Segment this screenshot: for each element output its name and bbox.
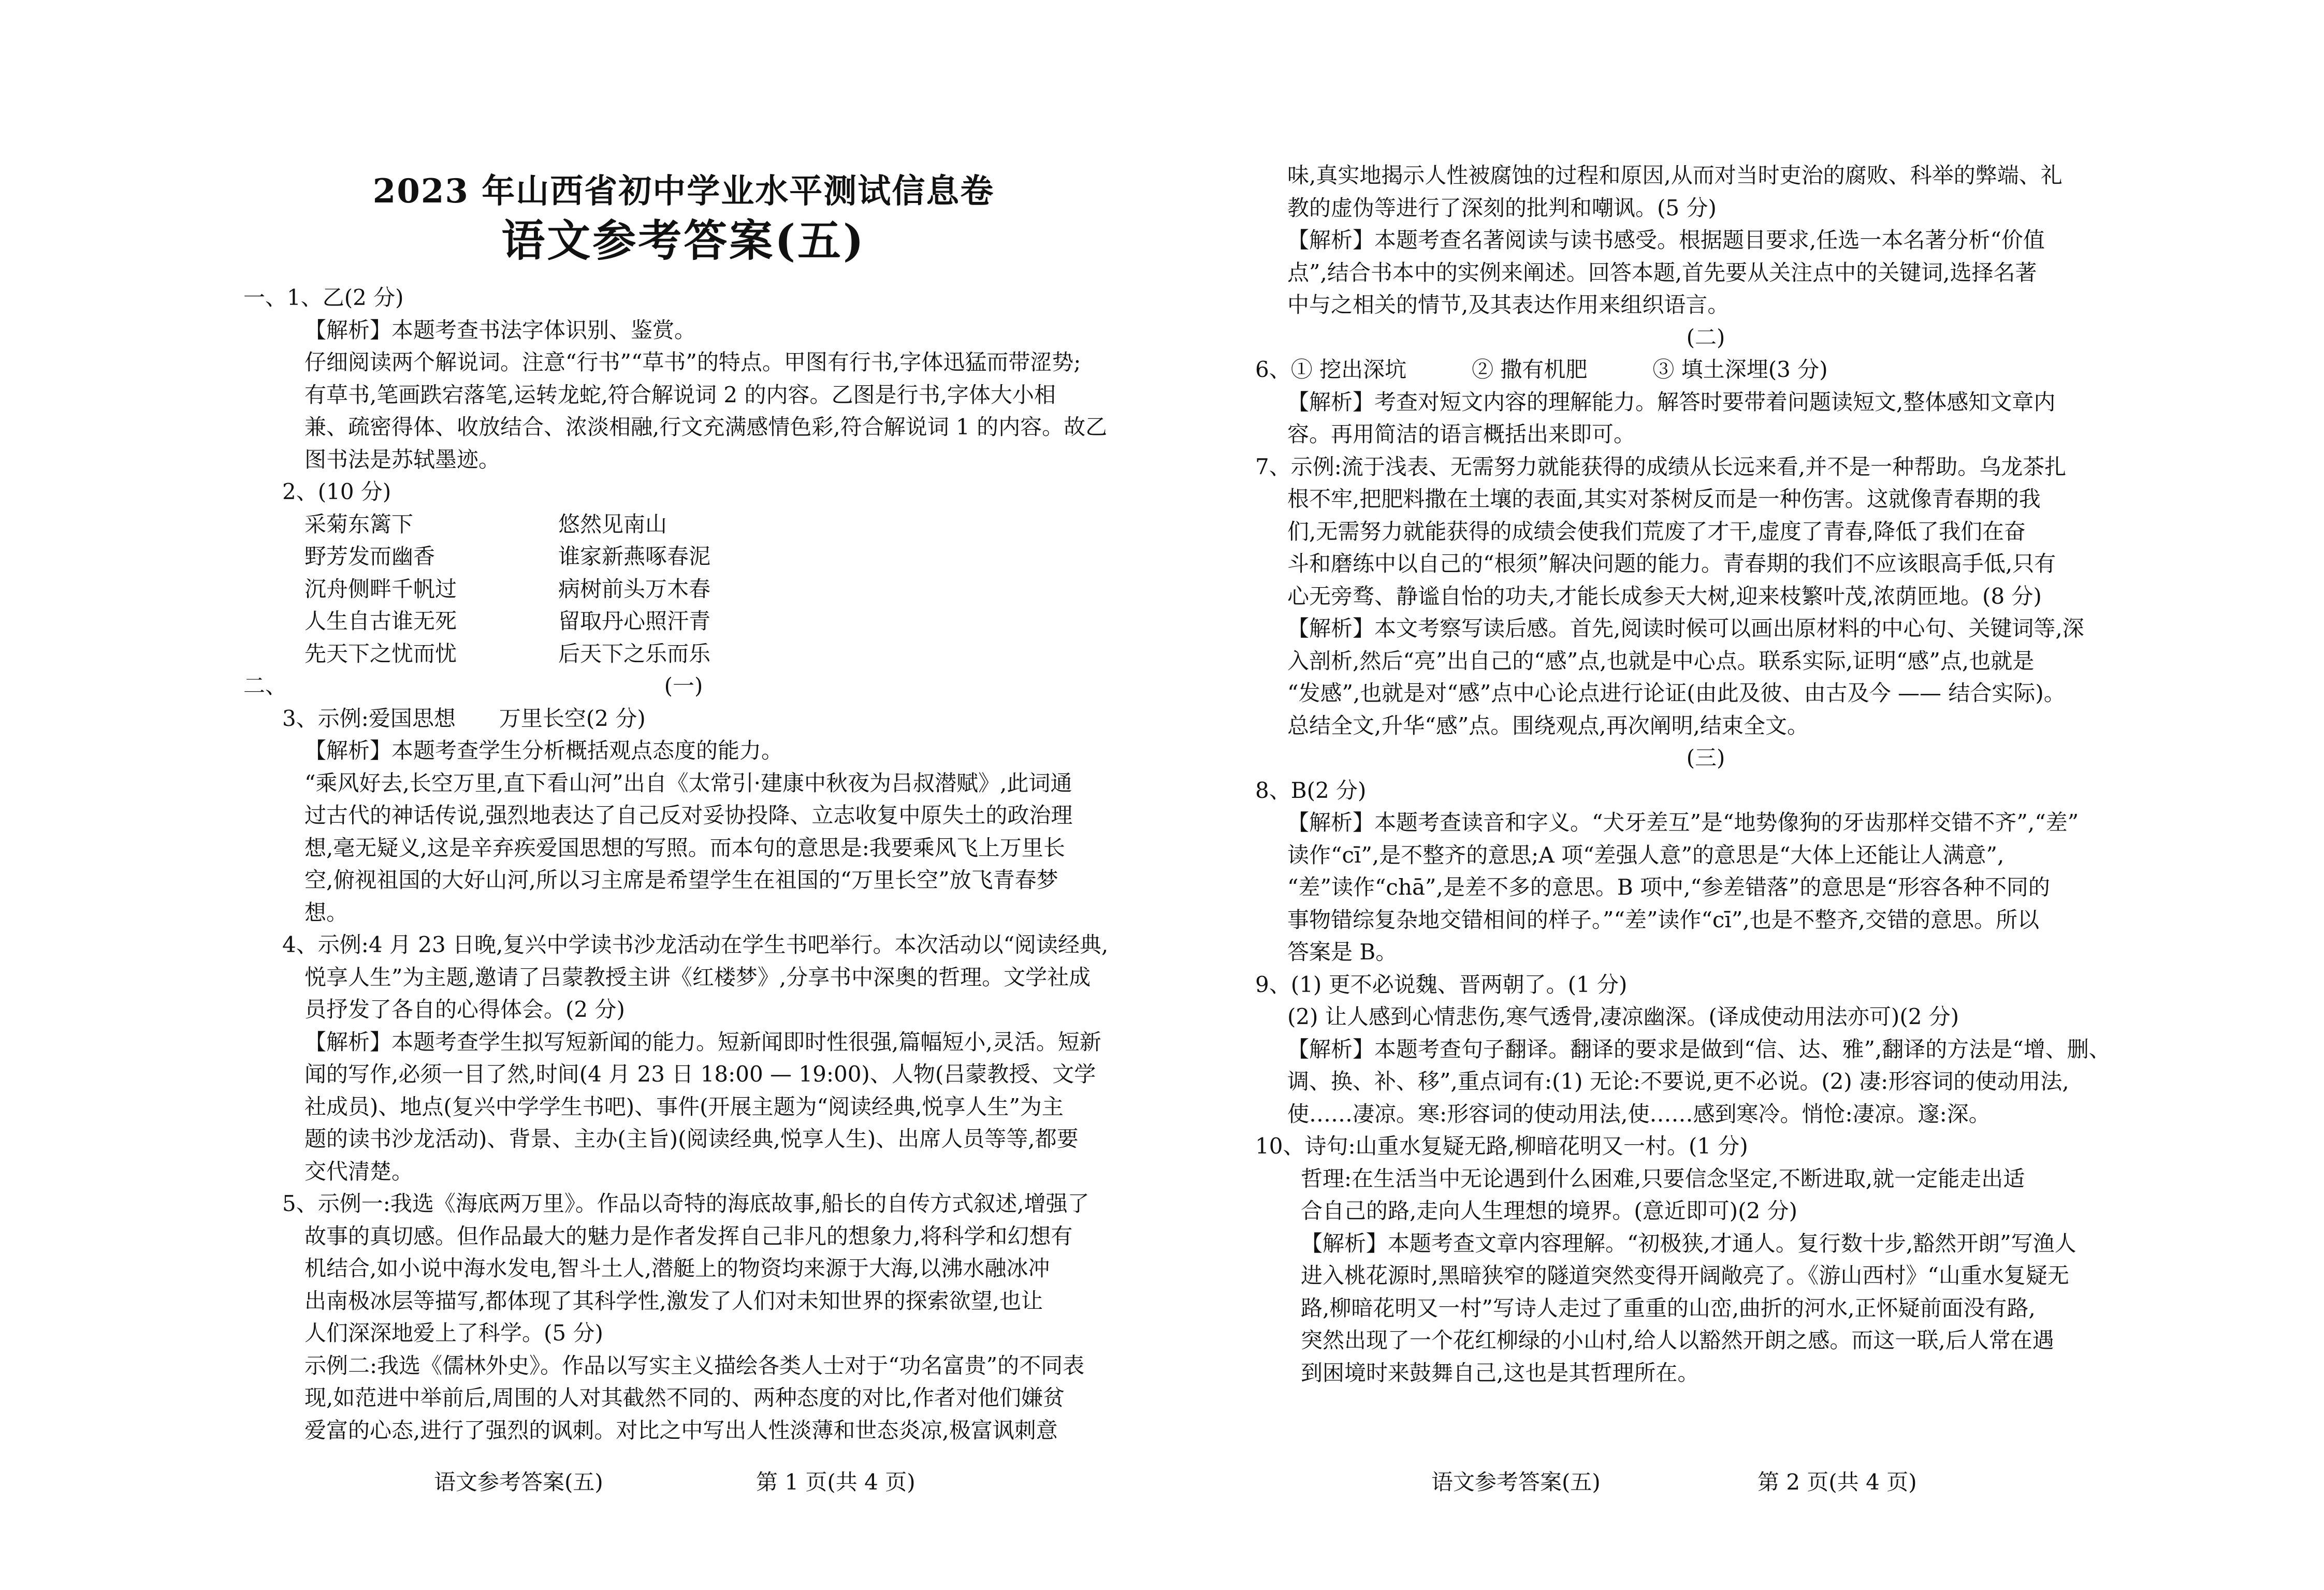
answer-line: 图书法是苏轼墨迹。 [304, 446, 501, 472]
poem-line: 沉舟侧畔千帆过 [304, 576, 457, 602]
subsection-label: (二) [1686, 324, 1725, 350]
poem-line: 先天下之忧而忧 [304, 640, 457, 666]
answer-line: 总结全文,升华“感”点。围绕观点,再次阐明,结束全文。 [1287, 712, 1809, 738]
answer-line: 到困境时来鼓舞自己,这也是其哲理所在。 [1301, 1360, 1700, 1385]
poem-answer-row [243, 541, 1124, 573]
answer-line: 有草书,笔画跌宕落笔,运转龙蛇,符合解说词 2 的内容。乙图是行书,字体大小相 [304, 382, 1056, 407]
answer-line: 使……凄凉。寒:形容词的使动用法,使……感到寒冷。悄怆:凄凉。邃:深。 [1287, 1101, 1991, 1127]
answer-line: 现,如范进中举前后,周围的人对其截然不同的、两种态度的对比,作者对他们嫌贫 [304, 1385, 1065, 1410]
page-2-footer-doc: 语文参考答案(五) [1431, 1469, 1601, 1495]
answer-line: 空,俯视祖国的大好山河,所以习主席是希望学生在祖国的“万里长空”放飞青春梦 [304, 867, 1058, 893]
poem-line: 采菊东篱下 [304, 511, 414, 537]
section-2-heading: 二、 (一) [243, 670, 1124, 703]
answer-line: 4、示例:4 月 23 日晚,复兴中学读书沙龙活动在学生书吧举行。本次活动以“阅读经典, [282, 932, 1109, 957]
page-2-content [1255, 159, 2156, 1389]
answer-line: 【解析】本题考查读音和字义。“犬牙差互”是“地势像狗的牙齿那样交错不齐”,“差” [1287, 810, 2079, 835]
poem-answer-row [243, 508, 1124, 541]
answer-line: 8、B(2 分) [1255, 777, 1367, 803]
answer-line: 中与之相关的情节,及其表达作用来组织语言。 [1287, 292, 1730, 317]
answer-line: 心无旁骛、静谧自怡的功夫,才能长成参天大树,迎来枝繁叶茂,浓荫匝地。(8 分) [1287, 583, 2042, 609]
answer-line: 6、① 挖出深坑 ② 撒有机肥 ③ 填土深埋(3 分) [1255, 357, 1828, 382]
answer-line: 7、示例:流于浅表、无需努力就能获得的成绩从长远来看,并不是一种帮助。乌龙茶扎 [1255, 454, 2067, 479]
poem-answer-row [243, 638, 1124, 670]
answer-line: 闻的写作,必须一目了然,时间(4 月 23 日 18:00 — 19:00)、人物(吕蒙教授、文学 [304, 1061, 1096, 1087]
answer-line: 【解析】本题考查名著阅读与读书感受。根据题目要求,任选一本名著分析“价值 [1287, 227, 2045, 253]
answer-line: 10、诗句:山重水复疑无路,柳暗花明又一村。(1 分) [1255, 1133, 1748, 1159]
answer-line: 社成员)、地点(复兴中学学生书吧)、事件(开展主题为“阅读经典,悦享人生”为主 [304, 1093, 1064, 1119]
answer-line: 点”,结合书本中的实例来阐述。回答本题,首先要从关注点中的关键词,选择名著 [1287, 259, 2037, 285]
answer-line: 答案是 B。 [1287, 939, 1398, 965]
answer-line: 【解析】本文考察写读后感。首先,阅读时候可以画出原材料的中心句、关键词等,深 [1287, 616, 2084, 641]
poem-answer-row [243, 605, 1124, 638]
answer-line: “差”读作“chā”,是差不多的意思。B 项中,“参差错落”的意思是“形容各种不同的 [1287, 874, 2050, 900]
page-1-footer-number: 第 1 页(共 4 页) [756, 1469, 916, 1495]
page-1-content [243, 282, 1124, 1447]
answer-line: 悦享人生”为主题,邀请了吕蒙教授主讲《红楼梦》,分享书中深奥的哲理。文学社成 [304, 964, 1091, 990]
answer-line: 【解析】本题考查文章内容理解。“初极狭,才通人。复行数十步,豁然开朗”写渔人 [1301, 1230, 2076, 1256]
answer-line: 容。再用简洁的语言概括出来即可。 [1287, 421, 1636, 447]
poem-line: 野芳发而幽香 [304, 544, 435, 569]
answer-line: 过古代的神话传说,强烈地表达了自己反对妥协投降、立志收复中原失土的政治理 [304, 803, 1073, 828]
poem-answer-row [243, 573, 1124, 606]
answer-line: 突然出现了一个花红柳绿的小山村,给人以豁然开朗之感。而这一联,后人常在遇 [1301, 1328, 2054, 1353]
poem-line: 病树前头万木春 [558, 576, 711, 602]
answer-line: 【解析】考查对短文内容的理解能力。解答时要带着问题读短文,整体感知文章内 [1287, 389, 2056, 415]
answer-line: 们,无需努力就能获得的成绩会使我们荒废了才干,虚度了青春,降低了我们在奋 [1287, 518, 2026, 544]
answer-line: 根不牢,把肥料撒在土壤的表面,其实对茶树反而是一种伤害。这就像青春期的我 [1287, 486, 2041, 512]
answer-line: 入剖析,然后“亮”出自己的“感”点,也就是中心点。联系实际,证明“感”点,也就是 [1287, 648, 2035, 674]
page-1-footer-doc: 语文参考答案(五) [434, 1469, 603, 1495]
answer-line: 一、1、乙(2 分) [243, 285, 404, 310]
answer-line: 读作“cī”,是不整齐的意思;A 项“差强人意”的意思是“大体上还能让人满意”, [1287, 842, 2005, 868]
answer-line: “乘风好去,长空万里,直下看山河”出自《太常引·建康中秋夜为吕叔潜赋》,此词通 [304, 770, 1072, 796]
answer-line: 示例二:我选《儒林外史》。作品以写实主义描绘各类人士对于“功名富贵”的不同表 [304, 1352, 1085, 1378]
answer-line: 斗和磨练中以自己的“根须”解决问题的能力。青春期的我们不应该眼高手低,只有 [1287, 551, 2056, 576]
answer-line: 合自己的路,走向人生理想的境界。(意近即可)(2 分) [1301, 1198, 1797, 1223]
poem-line: 人生自古谁无死 [304, 608, 457, 634]
answer-line: 仔细阅读两个解说词。注意“行书”“草书”的特点。甲图有行书,字体迅猛而带涩势; [304, 349, 1081, 375]
exam-title: 2023 年山西省初中学业水平测试信息卷 [372, 172, 995, 211]
answer-line: 路,柳暗花明又一村”写诗人走过了重重的山峦,曲折的河水,正怀疑前面没有路, [1301, 1295, 2036, 1321]
answer-line: 5、示例一:我选《海底两万里》。作品以奇特的海底故事,船长的自传方式叙述,增强了 [282, 1191, 1090, 1216]
answer-line: 2、(10 分) [282, 479, 391, 504]
answer-line: 想。 [304, 899, 348, 925]
answer-line: 爱富的心态,进行了强烈的讽刺。对比之中写出人性淡薄和世态炎凉,极富讽刺意 [304, 1417, 1058, 1443]
answer-line: “发感”,也就是对“感”点中心论点进行论证(由此及彼、由古及今 —— 结合实际)。 [1287, 680, 2066, 706]
answer-line: 哲理:在生活当中无论遇到什么困难,只要信念坚定,不断进取,就一定能走出适 [1301, 1165, 2025, 1191]
answer-page-2 [1162, 0, 2324, 1590]
answer-line: 事物错综复杂地交错相间的样子。”“差”读作“cī”,也是不整齐,交错的意思。所以 [1287, 907, 2040, 932]
answer-line: 故事的真切感。但作品最大的魅力是作者发挥自己非凡的想象力,将科学和幻想有 [304, 1223, 1073, 1249]
answer-line: 味,真实地揭示人性被腐蚀的过程和原因,从而对当时吏治的腐败、科举的弊端、礼 [1287, 163, 2062, 188]
answer-line: 调、换、补、移”,重点词有:(1) 无论:不要说,更不必说。(2) 凄:形容词的使动用法, [1287, 1069, 2069, 1094]
poem-line: 谁家新燕啄春泥 [558, 544, 711, 569]
answer-line: 9、(1) 更不必说魏、晋两朝了。(1 分) [1255, 971, 1628, 997]
answer-line: 3、示例:爱国思想 万里长空(2 分) [282, 705, 646, 731]
answer-line: 交代清楚。 [304, 1158, 414, 1184]
answer-line: (2) 让人感到心情悲伤,寒气透骨,凄凉幽深。(译成使动用法亦可)(2 分) [1287, 1004, 1959, 1029]
poem-line: 悠然见南山 [558, 511, 667, 537]
answer-line: 【解析】本题考查学生分析概括观点态度的能力。 [304, 738, 783, 763]
answer-line: 员抒发了各自的心得体会。(2 分) [304, 997, 625, 1022]
answer-key-title: 语文参考答案(五) [501, 215, 866, 266]
answer-line: 人们深深地爱上了科学。(5 分) [304, 1320, 603, 1346]
answer-line: 兼、疏密得体、收放结合、浓淡相融,行文充满感情色彩,符合解说词 1 的内容。故乙 [304, 414, 1108, 440]
answer-line: 【解析】本题考查学生拟写短新闻的能力。短新闻即时性很强,篇幅短小,灵活。短新 [304, 1029, 1101, 1055]
poem-line: 后天下之乐而乐 [558, 640, 711, 666]
answer-line: 题的读书沙龙活动)、背景、主办(主旨)(阅读经典,悦享人生)、出席人员等等,都要 [304, 1126, 1079, 1151]
answer-line: 进入桃花源时,黑暗狭窄的隧道突然变得开阔敞亮了。《游山西村》“山重水复疑无 [1301, 1263, 2069, 1288]
answer-line: 想,毫无疑义,这是辛弃疾爱国思想的写照。而本句的意思是:我要乘风飞上万里长 [304, 835, 1065, 860]
answer-line: 【解析】本题考查句子翻译。翻译的要求是做到“信、达、雅”,翻译的方法是“增、删、 [1287, 1036, 2111, 1062]
poem-line: 留取丹心照汗青 [558, 608, 711, 634]
answer-line: 机结合,如小说中海水发电,智斗土人,潜艇上的物资均来源于大海,以沸水融冰冲 [304, 1256, 1050, 1281]
subsection-label: (一) [664, 673, 703, 698]
page-2-footer-number: 第 2 页(共 4 页) [1757, 1469, 1917, 1495]
subsection-label: (三) [1686, 745, 1725, 770]
answer-line: 【解析】本题考查书法字体识别、鉴赏。 [304, 317, 696, 343]
answer-line: 教的虚伪等进行了深刻的批判和嘲讽。(5 分) [1287, 195, 1717, 221]
answer-line: 出南极冰层等描写,都体现了其科学性,激发了人们对未知世界的探索欲望,也让 [304, 1288, 1043, 1314]
